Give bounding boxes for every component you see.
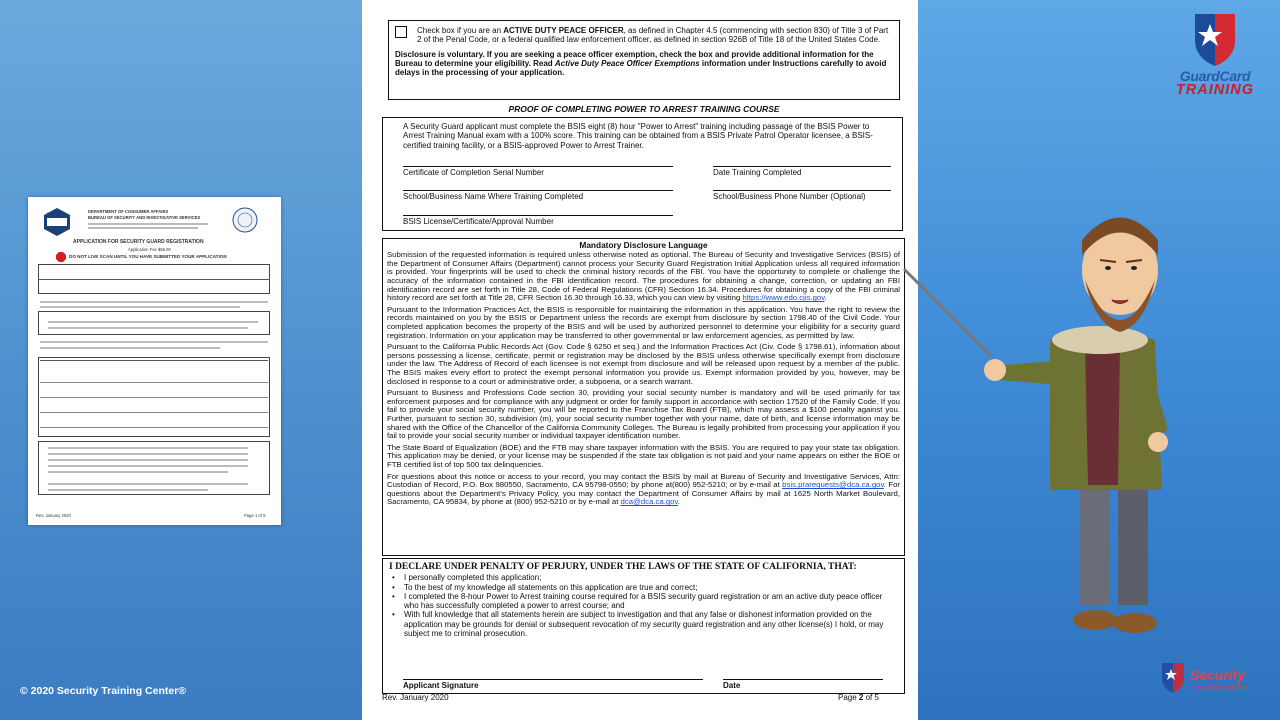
thumb-line [48, 459, 248, 461]
thumb-line [40, 427, 268, 428]
stop-sign-icon [56, 252, 66, 262]
disclosure-paragraph: For questions about this notice or access to your record, you may contact the BSIS by mail at Bureau of Security and Investigative Services, Attn: Custodian of Record, P.O. Box 980550, Sacramento, CA 95798-0550; by phone at(800) 952-5210; or by e-mail at bsis.prarequests@dca.ca.gov. For questions about the Department's Privacy Policy, you may contact the Department of Consumer Affairs by mail at 1625 North Market Boulevard, Sacramento, CA 95834, by phone at (800) 952-5210 or by e-mail at dca@dca.ca.gov. [387, 471, 900, 507]
declaration-box [382, 558, 905, 694]
thumb-line [48, 327, 248, 329]
declaration-title: I DECLARE UNDER PENALTY OF PERJURY, UNDER THE LAWS OF THE STATE OF CALIFORNIA, THAT: [389, 562, 857, 572]
thumb-line [48, 447, 248, 449]
document-page [362, 0, 918, 720]
thumb-footer-left: Rev. January 2020 [36, 513, 71, 518]
serial-number-field[interactable]: Certificate of Completion Serial Number [403, 166, 673, 177]
thumb-line [48, 321, 258, 323]
voluntary-disclosure: Disclosure is voluntary. If you are seeking a peace officer exemption, check the box and provide additional information for the Bureau to determine your eligibility. Read Active Duty Peace Officer Exemptions information under Instructions carefully to avoid delays in the processing of your application. [395, 49, 887, 78]
declaration-item: • I completed the 8-hour Power to Arrest training course required for a BSIS security guard registration or am an active duty peace officer who has successfully completed a power to arrest course; and [389, 592, 898, 611]
guardcard-logo [1160, 12, 1270, 102]
thumb-line [38, 279, 270, 280]
thumb-line [88, 223, 208, 225]
logo-line2: TRAINING [1175, 82, 1255, 98]
page1-thumbnail[interactable] [28, 197, 281, 525]
peace-officer-text: Check box if you are an ACTIVE DUTY PEACE OFFICER, as defined in Chapter 4.5 (commencing with section 830) of Title 3 of Part 2 of the Penal Code, or a federal qualified law enforcement officer, as defined in section 926B of Title 18 of the United States Code. [417, 26, 889, 45]
disclosure-paragraph: Pursuant to the Information Practices Act, the BSIS is responsible for maintaining the information in this application. You have the right to review the records maintained on you by the BSIS or Department unless the records are exempt from disclosure by section 1798.40 of the Civil Code. Your completed application becomes the property of the BSIS and will be used by authorized personnel to determine your eligibility for a security guard registration. Information on your application may be transferred to other governmental or law enforcement agencies, as permitted by law. [387, 304, 900, 340]
applicant-signature-field[interactable]: Applicant Signature [403, 679, 703, 690]
logo2-line2: TRAINING CENTER [1194, 686, 1248, 692]
thumb-warning: DO NOT LIVE SCAN UNTIL YOU HAVE SUBMITTED YOUR APPLICATION [69, 254, 227, 259]
date-completed-field[interactable]: Date Training Completed [713, 166, 891, 177]
school-phone-field[interactable]: School/Business Phone Number (Optional) [713, 190, 891, 201]
thumb-bureau: BUREAU OF SECURITY AND INVESTIGATIVE SERVICES [88, 215, 201, 220]
thumb-footer-right: Page 1 of 5 [244, 513, 266, 518]
thumb-line [40, 347, 220, 349]
shield-star-icon [1160, 662, 1186, 694]
power-to-arrest-title: PROOF OF COMPLETING POWER TO ARREST TRAINING COURSE [508, 104, 780, 114]
footer-revision: Rev. January 2020 [382, 693, 449, 702]
dca-email-link[interactable]: dca@dca.ca.gov [620, 497, 678, 507]
declaration-item: • I personally completed this application; [389, 573, 898, 582]
logo-line1: GuardCard [1179, 68, 1251, 84]
footer-page-number: Page 2 of 5 [838, 693, 879, 702]
thumb-line [40, 412, 268, 413]
signature-date-field[interactable]: Date [723, 679, 883, 690]
thumb-line [40, 306, 240, 308]
declaration-item: • To the best of my knowledge all statements on this application are true and correct; [389, 583, 898, 592]
declaration-item: • With full knowledge that all statements herein are subject to investigation and that any false or dishonest information provided on the application may be grounds for denial or subsequent revocation of my security guard registration and any other license(s) I hold, or may subject me to criminal prosecution. [389, 610, 898, 638]
thumb-box [38, 441, 270, 495]
peace-officer-checkbox[interactable] [395, 26, 407, 38]
mandatory-disclosure-box [382, 238, 905, 556]
disclosure-paragraph: Submission of the requested information is required unless otherwise noted as optional. The Bureau of Security and Investigative Services (BSIS) of the Department of Consumer Affairs (Department) cannot process your Security Guard Registration Initial Application unless all required information is provided. Your fingerprints will be used to check the criminal history records of the FBI. You have the opportunity to complete or challenge the accuracy of the information contained in the FBI identification record. The procedures for obtaining a change, correction, or updating an FBI identification record are set forth in Title 28, Code of Federal Regulations (CFR) Section 16.34. Procedures for obtaining a copy of the FBI criminal history record are set forth at Title 28, CFR Section 16.30 through 16.33, which you can view by visiting https://www.edo.cjis.gov. [387, 250, 900, 303]
thumb-line [88, 227, 198, 229]
thumb-line [48, 489, 208, 491]
thumb-brand: BSIS [47, 213, 62, 219]
security-training-logo [1160, 662, 1264, 698]
power-to-arrest-text: A Security Guard applicant must complete the BSIS eight (8) hour "Power to Arrest" training including passage of the BSIS Power to Arrest Training Manual exam with a 100% score. This training can be obtained from a BSIS Private Patrol Operator licensee, a BSIS-certified training facility, or a BSIS-approved Power to Arrest Trainer. [403, 122, 873, 150]
thumb-line [48, 483, 248, 485]
school-name-field[interactable]: School/Business Name Where Training Completed [403, 190, 673, 201]
mandatory-disclosure-title: Mandatory Disclosure Language [579, 240, 708, 250]
disclosure-paragraph: Pursuant to Business and Professions Code section 30, providing your social security number is mandatory and will be used primarily for tax enforcement purposes and for compliance with any judgment or order for family support in accordance with section 17520 of the Family Code. If you fail to provide your social security number, you will be reported to the Franchise Tax Board (FTB), which may assess a $100 penalty against you. Further, pursuant to section 30, subdivision (m), your social security number together with your name, date of birth, and license information may be shared with the Office of the Chancellor of the California Community Colleges. The Bureau is legally prohibited from processing your application if you fail to provide your social security number or individual taxpayer identification number. [387, 388, 900, 441]
thumb-subtitle: Application Fee $55.00 [128, 247, 171, 252]
thumb-title: APPLICATION FOR SECURITY GUARD REGISTRATION [73, 239, 204, 245]
thumb-line [48, 465, 248, 467]
fbi-link[interactable]: https://www.edo.cjis.gov [742, 293, 825, 303]
thumb-dept: DEPARTMENT OF CONSUMER AFFAIRS [88, 209, 169, 214]
power-to-arrest-box [382, 117, 903, 231]
thumb-box [38, 311, 270, 335]
thumb-line [40, 382, 268, 383]
thumb-line [40, 360, 268, 361]
thumb-line [40, 301, 268, 303]
disclosure-paragraph: The State Board of Equalization (BOE) and the FTB may share taxpayer information with the BSIS. You are required to pay your state tax obligation. This application may be denied, or your license may be suspended if the state tax obligation is not paid and your name appears on either the BOE or FTB certified list of top 500 tax delinquencies. [387, 442, 900, 469]
thumb-line [40, 397, 268, 398]
thumb-line [48, 453, 248, 455]
declaration-list [389, 573, 898, 638]
copyright-text: © 2020 Security Training Center® [20, 685, 187, 697]
peace-officer-box [388, 20, 900, 100]
logo2-line1: Security [1190, 667, 1246, 683]
instructor-character [900, 200, 1200, 650]
disclosure-paragraph: Pursuant to the California Public Records Act (Gov. Code § 6250 et seq.) and the Information Practices Act (Civ. Code § 1798.61), information about persons possessing a license, certificate, permit or registration may be disclosed by the BSIS unless otherwise specifically exempt from disclosure under the law. The Address of Record of each licensee is not exempt from disclosure and will be released upon request by a member of the public. The BSIS makes every effort to protect the exempt personal information you provide us. Exempt information provided by you, however, may be disclosed in response to a court or administrative order, a subpoena, or a search warrant. [387, 342, 900, 386]
state-seal-icon [232, 207, 258, 233]
bsis-logo-icon [42, 207, 72, 237]
shield-star-icon [1190, 12, 1240, 68]
bsis-email-link[interactable]: bsis.prarequests@dca.ca.gov [782, 480, 884, 490]
license-number-field[interactable]: BSIS License/Certificate/Approval Number [403, 215, 673, 226]
thumb-line [48, 471, 228, 473]
thumb-line [40, 341, 268, 343]
